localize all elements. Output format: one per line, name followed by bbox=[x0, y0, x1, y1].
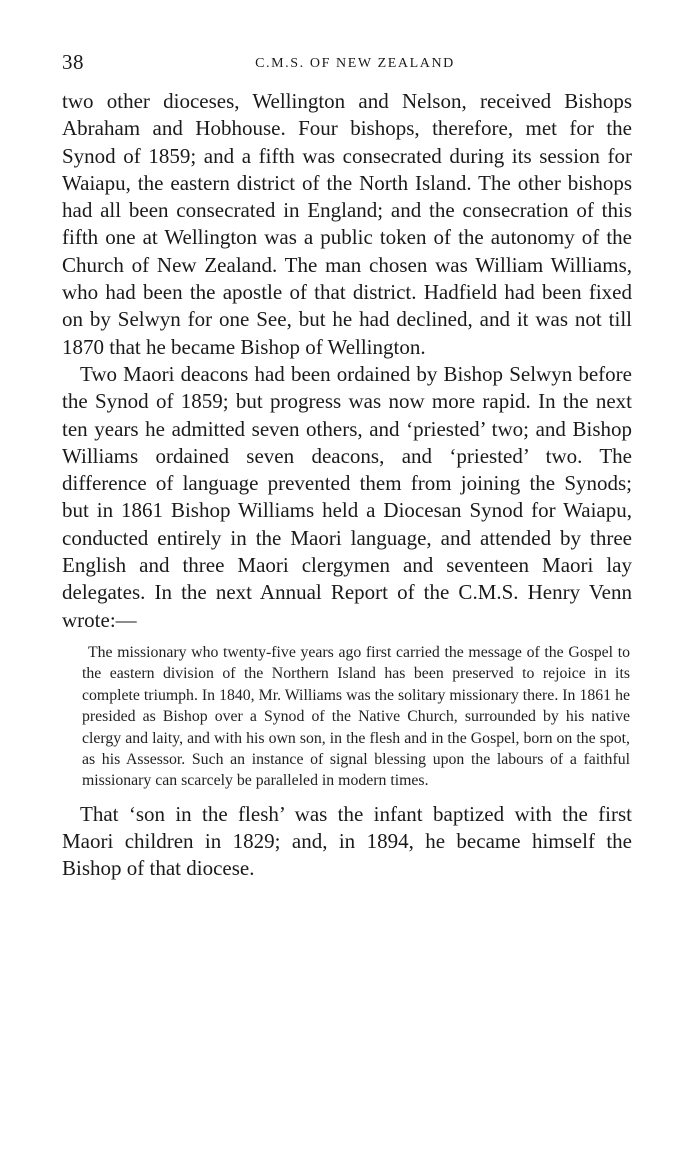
page-number: 38 bbox=[62, 50, 84, 74]
paragraph-son-in-the-flesh: That ‘son in the flesh’ was the infant baptized with the first Maori children in 1829; and, in 1894, he became himself the Bishop of that diocese. bbox=[62, 801, 632, 881]
book-page bbox=[62, 50, 632, 883]
paragraph-maori-deacons: Two Maori deacons had been ordained by Bishop Selwyn before the Synod of 1859; but progress was now more rapid. In the next ten years he admitted seven others, and ‘priested’ two; and Bishop Williams ordained seven deacons, and ‘priested’ two. The difference of language prevented them from joining the Synods; but in 1861 Bishop Williams held a Diocesan Synod for Waiapu, conducted entirely in the Maori language, and attended by three English and three Maori clergymen and seventeen Maori lay delegates. In the next Annual Report of the C.M.S. Henry Venn wrote:— bbox=[62, 361, 632, 632]
paragraph-dioceses: two other dioceses, Wellington and Nelson, received Bishops Abraham and Hobhouse. Four bishops, therefore, met for the Synod of 1859; and a fifth was consecrated during its session for Waiapu, the eastern district of the North Island. The other bishops had all been consecrated in England; and the consecration of this fifth one at Wellington was a public token of the autonomy of the Church of New Zealand. The man chosen was William Williams, who had been the apostle of that district. Hadfield had been fixed on by Selwyn for one See, but he had declined, and it was not till 1870 that he became Bishop of Wellington. bbox=[62, 89, 632, 359]
running-title: C.M.S. OF NEW ZEALAND bbox=[255, 56, 455, 71]
block-quotation: The missionary who twenty-five years ago first carried the message of the Gospel to the eastern division of the Northern Island has been preserved to rejoice in its complete triumph. In 1840, Mr. Williams was the solitary missionary there. In 1861 he presided as Bishop over a Synod of the Native Church, surrounded by his native clergy and laity, and with his own son, in the flesh and in the Gospel, born on the spot, as his Assessor. Such an instance of signal blessing upon the labours of a faithful missionary can scarcely be paralleled in modern times. bbox=[82, 643, 630, 790]
running-head bbox=[62, 50, 632, 80]
